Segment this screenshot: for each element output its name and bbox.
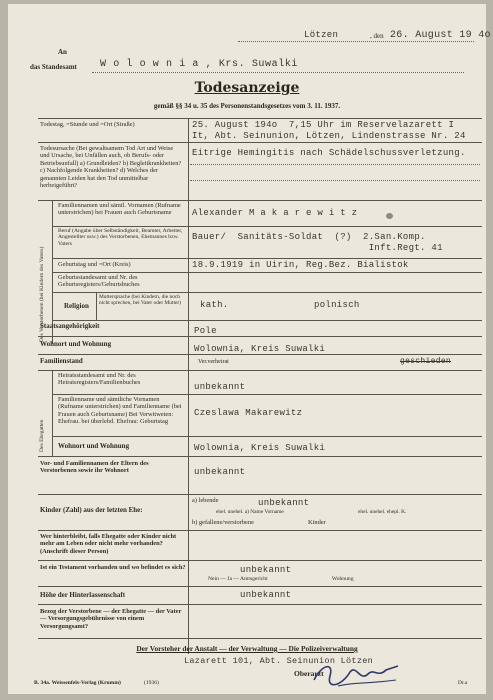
estate-value: unbekannt: [240, 590, 292, 600]
cause-value: Eitrige Hemingitis nach Schädelschussverletzung.: [192, 148, 466, 158]
parents-value: unbekannt: [194, 467, 246, 477]
names-value: Alexander M a k a r e w i t z: [192, 208, 358, 218]
registry-typed: W o l o w n i a , Krs. Suwalki: [100, 59, 299, 70]
residence-value: Wolownia, Kreis Suwalki: [194, 344, 326, 354]
marital-struck: geschieden: [400, 357, 452, 366]
place-typed: Lötzen: [304, 30, 339, 40]
birth-registry-label: Geburtsstandesamt und Nr. des Geburtsregisters/Geburtsbuches: [58, 274, 140, 289]
sidebar-deceased: Des Verstorbenen (bei Kindern des Vaters): [39, 246, 45, 342]
residence-label: Wohnort und Wohnung: [40, 340, 112, 348]
date-line: [238, 41, 474, 42]
estate-label: Höhe der Hinterlassenschaft: [40, 591, 126, 599]
column-divider: [188, 118, 189, 654]
citizenship-label: Staatsangehörigkeit: [40, 322, 100, 330]
rank-label: Oberarzt: [294, 669, 324, 678]
marital-label: Familienstand: [40, 357, 83, 365]
spouse-residence-value: Wolownia, Kreis Suwalki: [194, 443, 326, 453]
marital-note: Ver.verheirat: [198, 359, 229, 365]
profession-value: Bauer/ Sanitäts-Soldat (?) 2.San.Komp. Inft.Regt. 41: [192, 232, 443, 253]
birth-value: 18.9.1919 in Uirin, Reg.Bez. Bialistok: [192, 260, 409, 270]
spouse-names-label: Familienname und sämtliche Vornamen (Rufname unterstrichen) und Familienname (bei Frauen auch Geburtsname) Bei Verwitweten: Ehefrau. bei überlebd. Ehefrau: Geburtstag: [58, 396, 182, 426]
religion-label: Religion: [64, 302, 89, 310]
an-label: An: [58, 48, 67, 56]
death-time-label: Todestag, =Stunde und =Ort (Straße): [40, 121, 135, 128]
spouse-residence-label: Wohnort und Wohnung: [58, 442, 130, 450]
birth-label: Geburtstag und =Ort (Kreis): [58, 261, 131, 268]
marriage-registry-label: Heiratsstandesamt und Nr. des Heiratsregisters/Familienbuches: [58, 372, 141, 387]
death-notice-form: [8, 4, 491, 694]
children-a-label: a) lebende: [192, 497, 219, 504]
spouse-names-value: Czeslawa Makarewitz: [194, 408, 303, 418]
print-number: (1936): [144, 680, 159, 686]
religion-value: kath.: [200, 300, 229, 310]
form-title: Todesanzeige: [194, 80, 300, 96]
ink-blot: [386, 213, 393, 219]
testament-label: Ist ein Testament vorhanden und wo befindet es sich?: [40, 564, 186, 571]
citizenship-value: Pole: [194, 326, 217, 336]
parents-label: Vor- und Familiennamen der Eltern des Verstorbenen sowie ihr Wohnort: [40, 460, 149, 475]
authority-line: Der Vorsteher der Anstalt — der Verwaltung — Die Polizeiverwaltung: [136, 644, 358, 653]
den-label: , den: [370, 32, 384, 40]
names-label: Familiennamen und sämtl. Vornamen (Rufname unterstrichen) bei Frauen auch Geburtsname: [58, 202, 181, 217]
testament-sub: Nein — Ja — Amtsgericht Wohnung: [208, 576, 354, 582]
death-time-value: 25. August 194o 7,15 Uhr im Reservelazarett I It, Abt. Seinunion, Lötzen, Lindenstrasse Nr. 24: [192, 120, 466, 141]
children-value: unbekannt: [258, 498, 310, 508]
registry-line: [92, 72, 464, 73]
form-number: B. 34a. Weissenfels-Verlag (Krumm): [34, 680, 121, 686]
cause-label: Todesursache (Bei gewaltsamem Tod Art und Weise und Ursache, bei Unfällen auch, ob Berufs- oder Betriebsunfall) a) Grundleiden? b) Begleitkrankheiten? c) Nachfolgende Krankheiten? d) Welches der genannten Leiden hat den Tod unmittelbar herbeigeführt?: [40, 145, 182, 190]
survivors-label: Wer hinterbleibt, falls Ehegatte oder Kinder nicht mehr am Leben oder nicht mehr vorhanden? (Anschrift dieser Person): [40, 533, 177, 555]
children-b-label: b) gefallene/verstorbene: [192, 519, 254, 526]
profession-label: Beruf (Angabe über Selbständigkeit, Beamter, Arbeiter, Angestellter usw.) des Verstorbenen, Ehemannes bzw. Vaters: [58, 228, 183, 247]
children-b-sub: Kinder: [308, 519, 326, 526]
pension-label: Bezog der Verstorbene — der Ehegatte — der Vater — Versorgungsgebührnisse von einem Versorgungsamt?: [40, 608, 182, 630]
registry-label: das Standesamt: [30, 63, 77, 71]
marriage-registry-value: unbekannt: [194, 382, 246, 392]
stamp-typed: Lazarett 101, Abt. Seinunion Lötzen: [184, 656, 374, 666]
date-typed: 26. August 19 4o: [390, 30, 491, 41]
children-a-sub: ehel. unehel. a) Name Vorname: [216, 509, 284, 515]
children-label: Kinder (Zahl) aus der letzten Ehe:: [40, 506, 143, 514]
sidebar-spouse: Des Ehegatten: [39, 419, 45, 452]
testament-value: unbekannt: [240, 565, 292, 575]
corner-mark: Dr.a: [458, 680, 468, 686]
children-right-fields: ehel. unehel. ehepl. K.: [358, 509, 407, 515]
mother-tongue-label: Muttersprache (bei Kindern, die noch nicht sprechen, bei Vater oder Mutter): [99, 294, 181, 307]
form-subtitle: gemäß §§ 34 u. 35 des Personenstandsgesetzes vom 3. 11. 1937.: [153, 102, 341, 110]
language-value: polnisch: [314, 300, 360, 310]
signature: [308, 656, 404, 692]
